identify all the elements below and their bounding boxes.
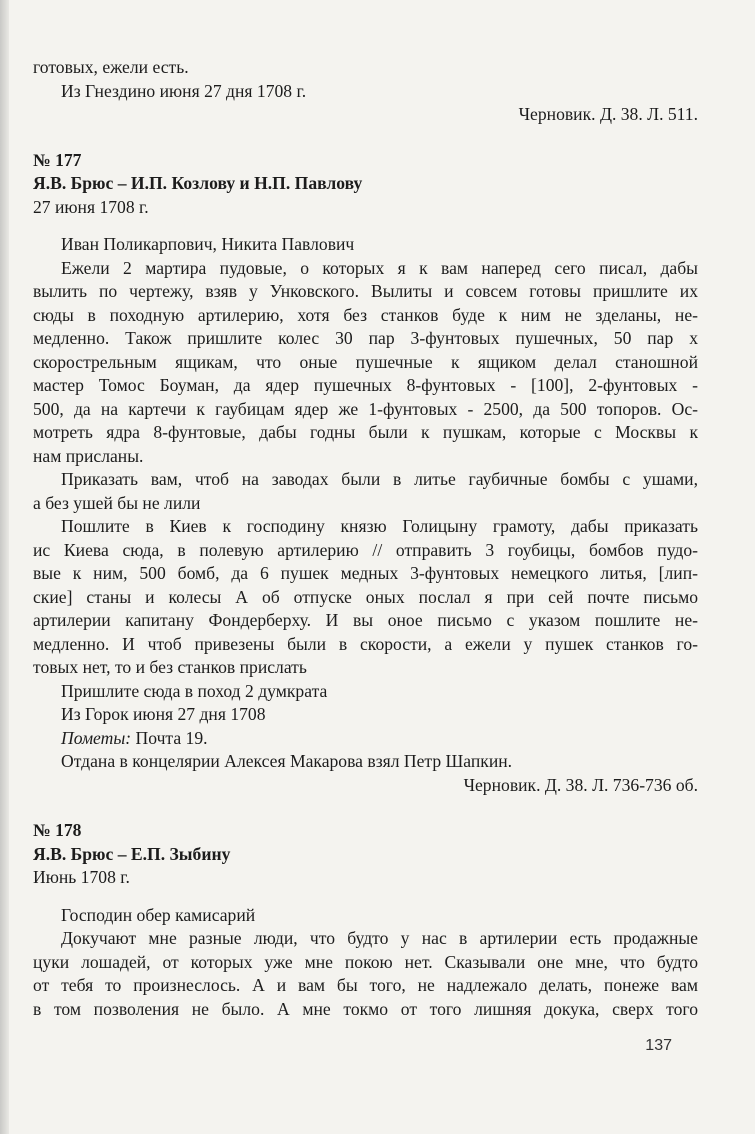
text-line: товых нет, то и без станков прислать [33, 657, 307, 677]
text-line: медленно. И чтоб привезены были в скорости, а ежели у пушек станков го- [33, 633, 698, 654]
document-title: Я.В. Брюс – И.П. Козлову и Н.П. Павлову [33, 173, 363, 193]
document-title: Я.В. Брюс – Е.П. Зыбину [33, 843, 231, 864]
text-line: Ежели 2 мартира пудовые, о которых я к вам наперед сего писал, дабы [61, 257, 698, 278]
text-line: ис Киева сюда, в полевую артилерию // отправить 3 гоубицы, бомбов пудо- [33, 539, 698, 560]
text-line: Из Гнездино июня 27 дня 1708 г. [61, 80, 307, 101]
text-line: нам присланы. [33, 445, 144, 466]
text-line: цуки лошадей, от которых уже мне покою нет. Сказывали оне мне, что будто [33, 951, 698, 972]
page-edge-shadow [0, 0, 9, 1134]
text-line: сюды в походную артилерию, хотя без станков буде к ним не зделаны, не- [33, 304, 698, 325]
document-date: Июнь 1708 г. [33, 867, 130, 887]
text-line: Пошлите в Киев к господину князю Голицыну грамоту, дабы приказать [61, 516, 698, 536]
document-number: № 178 [33, 820, 82, 840]
notes-label: Пометы: [61, 727, 132, 748]
document-date: 27 июня 1708 г. [33, 196, 149, 217]
text-line: мотреть ядра 8-фунтовые, дабы годны были к пушкам, которые с Москвы к [33, 422, 698, 442]
text-line: от тебя то произнеслось. А и вам бы того, не надлежало делать, понеже вам [33, 975, 698, 995]
document-page [33, 56, 698, 1021]
text-line: Пришлите сюда в поход 2 думкрата [61, 680, 328, 701]
text-line: вылить по чертежу, взяв у Унковского. Вылиты и совсем готовы пришлите их [33, 281, 698, 301]
paragraph [33, 927, 698, 1021]
text-line: артилерии капитану Фондерберху. И вы оное письмо с указом пошлите не- [33, 610, 698, 630]
text-line: 500, да на картечи к гаубицам ядер же 1-фунтовых - 2500, да 500 топоров. Ос- [33, 398, 698, 419]
paragraph [33, 468, 698, 515]
text-line: вые к ним, 500 бомб, да 6 пушек медных 3-фунтовых немецкого литья, [лип- [33, 563, 698, 583]
text-line: мастер Томос Боуман, да ядер пушечных 8-фунтовых - [100], 2-фунтовых - [33, 375, 698, 395]
place-date: Из Горок июня 27 дня 1708 [61, 704, 266, 724]
archive-source: Черновик. Д. 38. Л. 736-736 об. [463, 774, 698, 795]
text-line: Докучают мне разные люди, что будто у нас в артилерии есть продажные [61, 928, 698, 948]
delivery-note: Отдана в концелярии Алексея Макарова взял Петр Шапкин. [61, 751, 513, 771]
notes [33, 727, 698, 751]
text-line: Приказать вам, чтоб на заводах были в литье гаубичные бомбы с ушами, [61, 469, 698, 489]
paragraph [33, 257, 698, 469]
page-number: 137 [645, 1037, 672, 1054]
notes-value: Почта 19. [135, 727, 208, 748]
text-line: готовых, ежели есть. [33, 57, 189, 77]
text-line: а без ушей бы не лили [33, 492, 201, 513]
text-line: в том позволения не было. А мне токмо от того лишняя докука, сверх того [33, 998, 698, 1019]
paragraph [33, 515, 698, 680]
document-number: № 177 [33, 149, 82, 170]
salutation: Господин обер камисарий [61, 904, 256, 925]
text-line: скорострельным ящикам, что оные пушечные к ящиком делал станошной [33, 351, 698, 372]
text-line: медленно. Також пришлите колес 30 пар 3-фунтовых пушечных, 50 пар х [33, 328, 698, 348]
text-line: ские] станы и колесы А об отпуске оных послал я при сей почте письмо [33, 586, 698, 607]
archive-source: Черновик. Д. 38. Л. 511. [518, 104, 698, 124]
salutation: Иван Поликарпович, Никита Павлович [61, 234, 355, 254]
